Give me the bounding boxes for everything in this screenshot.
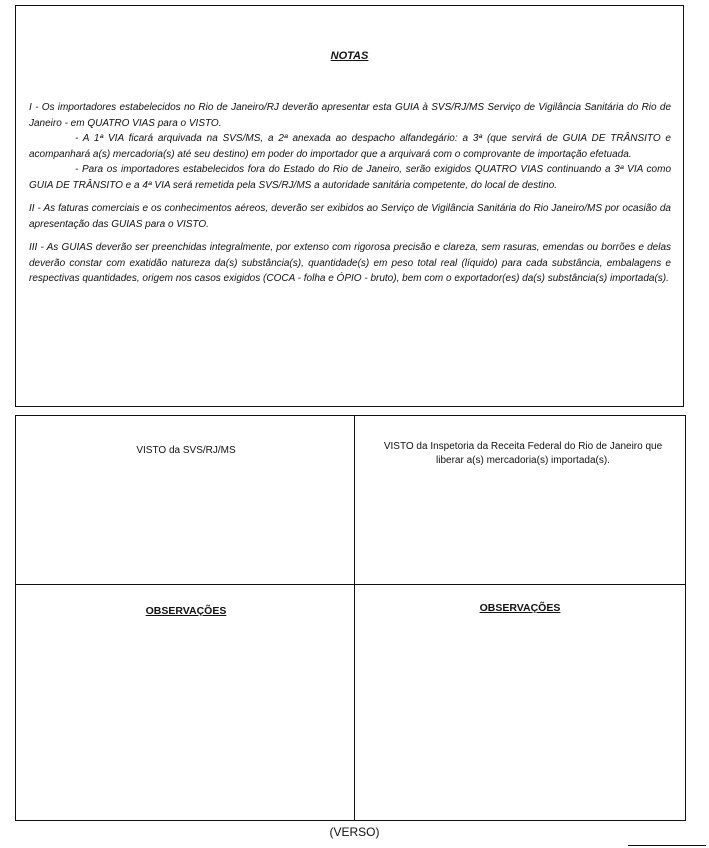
verso-label: (VERSO) bbox=[329, 825, 380, 839]
note-item-1-outside: - Para os importadores estabelecidos fora do Estado do Rio de Janeiro, serão exigidos QUATRO VIAS continuando a 3ª VIA como GUIA DE TRÂNSITO e a 4ª VIA será remetida pela SVS/RJ/MS a autoridade sanitária competente, do local de destino. bbox=[29, 164, 671, 191]
notes-body bbox=[29, 100, 671, 295]
observacoes-left-heading: OBSERVAÇÕES bbox=[145, 605, 227, 617]
notes-title: NOTAS bbox=[330, 50, 369, 62]
note-item-3: III - As GUIAS deverão ser preenchidas integralmente, por extenso com rigorosa precisão e clareza, sem rasuras, emendas ou borrões e delas deverão constar com exatidão natureza da(s) substância(s), quantidade(s) em peso total real (líquido) para cada substância, embalagens e respectivas quantidades, origem nos casos exigidos (COCA - folha e ÓPIO - bruto), bem com o exportador(es) da(s) substância(s) importada(s). bbox=[29, 242, 671, 284]
observacoes-right-heading: OBSERVAÇÕES bbox=[479, 602, 561, 614]
visto-grid bbox=[15, 415, 686, 821]
note-item-1-main: I - Os importadores estabelecidos no Rio de Janeiro/RJ deverão apresentar esta GUIA à SVS/RJ/MS Serviço de Vigilância Sanitária do Rio de Janeiro - em QUATRO VIAS para o VISTO. bbox=[29, 102, 671, 129]
note-item-1-vias: - A 1ª VIA ficará arquivada na SVS/MS, a 2ª anexada ao despacho alfandegário: a 3ª (que servirá de GUIA DE TRÂNSITO e acompanhará a(s) mercadoria(s) até seu destino) em poder do importador que a arquivará com o comprovante de importação efetuada. bbox=[29, 133, 671, 160]
grid-divider-vertical bbox=[354, 416, 355, 820]
note-item-1 bbox=[29, 100, 671, 193]
visto-receita-label: VISTO da Inspetoria da Receita Federal do Rio de Janeiro que liberar a(s) mercadoria(s) importada(s). bbox=[383, 441, 663, 466]
visto-svs-label: VISTO da SVS/RJ/MS bbox=[136, 445, 236, 456]
notes-box bbox=[15, 5, 684, 407]
footer-rule bbox=[628, 845, 706, 846]
note-item-2: II - As faturas comerciais e os conhecimentos aéreos, deverão ser exibidos ao Serviço de Vigilância Sanitária do Rio Janeiro/MS por ocasião da apresentação das GUIAS para o VISTO. bbox=[29, 203, 671, 230]
grid-divider-horizontal bbox=[16, 584, 685, 585]
